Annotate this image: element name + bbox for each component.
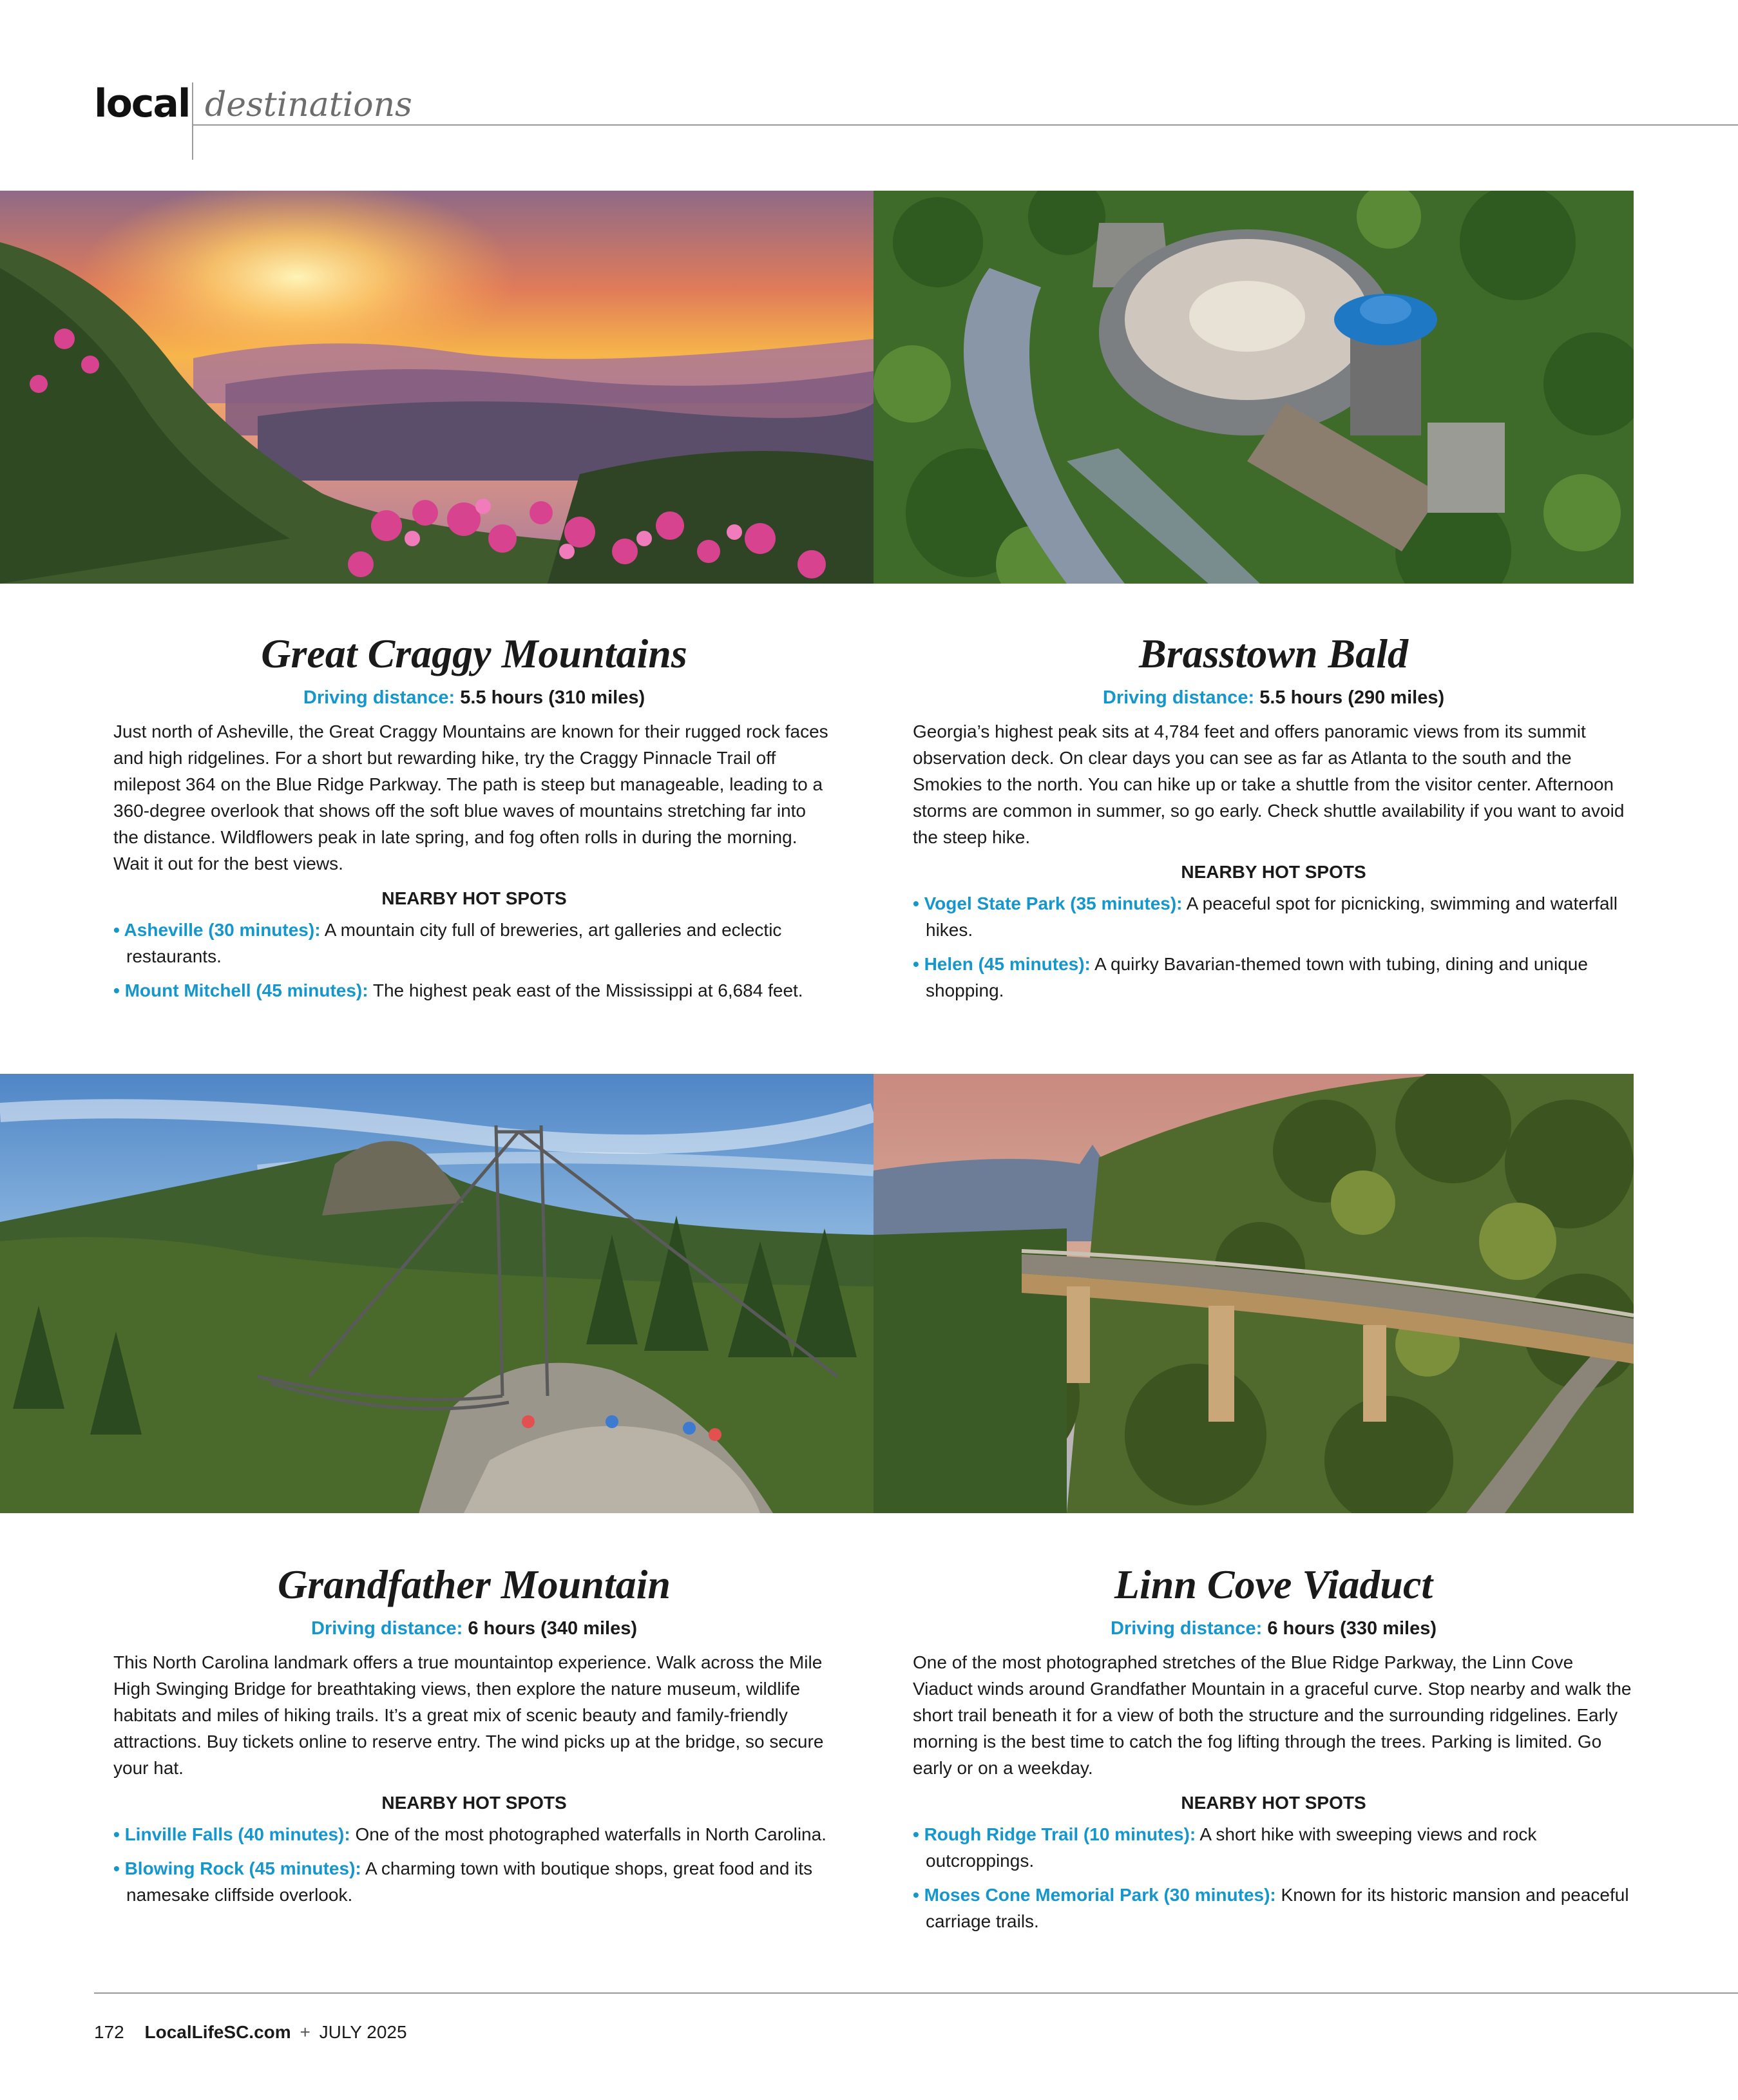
nearby-heading: NEARBY HOT SPOTS xyxy=(1181,862,1366,882)
article-title: Brasstown Bald xyxy=(1139,631,1408,676)
hot-spot-name: • Vogel State Park (35 minutes): xyxy=(913,893,1183,913)
hot-spot-item xyxy=(113,1855,835,1908)
hot-spot-name: • Linville Falls (40 minutes): xyxy=(113,1824,350,1844)
article-linn-cove-viaduct xyxy=(913,1559,1634,1942)
hot-spot-item xyxy=(113,977,835,1004)
hot-spot-desc: A quirky Bavarian-themed town with tubing, dining and unique shopping. xyxy=(926,954,1588,1000)
hot-spot-name: • Asheville (30 minutes): xyxy=(113,920,321,940)
driving-distance xyxy=(113,685,835,711)
footer-separator: + xyxy=(300,2022,310,2042)
driving-distance-label: Driving distance: xyxy=(303,687,455,708)
article-great-craggy xyxy=(113,628,835,1011)
driving-distance-value: 6 hours (330 miles) xyxy=(1267,1618,1437,1639)
page-number: 172 xyxy=(94,2022,124,2042)
hot-spot-desc: The highest peak east of the Mississippi at 6,684 feet. xyxy=(368,980,803,1000)
nearby-heading: NEARBY HOT SPOTS xyxy=(381,888,567,908)
driving-distance-value: 5.5 hours (290 miles) xyxy=(1259,687,1445,708)
photo-great-craggy xyxy=(0,191,874,584)
hot-spot-desc: A short hike with sweeping views and rock outcroppings. xyxy=(926,1824,1537,1871)
footer-site: LocalLifeSC.com xyxy=(144,2022,291,2042)
hot-spot-name: • Rough Ridge Trail (10 minutes): xyxy=(913,1824,1196,1844)
photo-linn-cove-viaduct xyxy=(874,1074,1634,1513)
hot-spot-desc: A mountain city full of breweries, art galleries and eclectic restaurants. xyxy=(126,920,782,966)
driving-distance-label: Driving distance: xyxy=(1102,687,1255,708)
article-grandfather-mountain xyxy=(113,1559,835,1916)
hot-spot-desc: A charming town with boutique shops, great food and its namesake cliffside overlook. xyxy=(126,1858,813,1905)
photo-brasstown-bald xyxy=(874,191,1634,584)
driving-distance-label: Driving distance: xyxy=(1110,1618,1263,1639)
header-rule xyxy=(193,124,1738,126)
photo-grandfather-mountain xyxy=(0,1074,874,1513)
article-title: Linn Cove Viaduct xyxy=(1114,1561,1433,1607)
article-title: Grandfather Mountain xyxy=(278,1561,671,1607)
article-title: Great Craggy Mountains xyxy=(261,631,687,676)
nearby-heading: NEARBY HOT SPOTS xyxy=(1181,1793,1366,1813)
hot-spot-item xyxy=(113,1821,835,1847)
driving-distance xyxy=(113,1616,835,1641)
driving-distance-value: 6 hours (340 miles) xyxy=(468,1618,638,1639)
hot-spot-desc: A peaceful spot for picnicking, swimming and waterfall hikes. xyxy=(926,893,1618,940)
driving-distance xyxy=(913,1616,1634,1641)
hot-spot-item xyxy=(913,890,1634,943)
hot-spot-name: • Moses Cone Memorial Park (30 minutes): xyxy=(913,1885,1276,1905)
magazine-logo: local xyxy=(94,81,190,126)
hot-spot-name: • Helen (45 minutes): xyxy=(913,954,1091,974)
driving-distance-value: 5.5 hours (310 miles) xyxy=(460,687,645,708)
hot-spot-item xyxy=(913,1882,1634,1934)
footer-issue: JULY 2025 xyxy=(319,2022,407,2042)
article-body: One of the most photographed stretches of the Blue Ridge Parkway, the Linn Cove Viaduct winds around Grandfather Mountain in a graceful curve. Stop nearby and walk the short trail beneath it for a view of both the structure and the surrounding ridgelines. Early morning is the best time to catch the fog lifting through the trees. Parking is limited. Go early or on a weekday. xyxy=(913,1652,1632,1778)
article-body: Georgia’s highest peak sits at 4,784 feet and offers panoramic views from its summit observation deck. On clear days you can see as far as Atlanta to the south and the Smokies to the north. You can hike up or take a shuttle from the visitor center. Afternoon storms are common in summer, so go early. Check shuttle availability if you want to avoid the steep hike. xyxy=(913,721,1625,847)
article-body: This North Carolina landmark offers a true mountaintop experience. Walk across the Mile High Swinging Bridge for breathtaking views, then explore the nature museum, wildlife habitats and miles of hiking trails. It’s a great mix of scenic beauty and family-friendly attractions. Buy tickets online to reserve entry. The wind picks up at the bridge, so secure your hat. xyxy=(113,1652,824,1778)
hot-spot-item xyxy=(913,1821,1634,1874)
hot-spot-desc: One of the most photographed waterfalls in North Carolina. xyxy=(350,1824,826,1844)
driving-distance-label: Driving distance: xyxy=(310,1618,463,1639)
hot-spot-name: • Mount Mitchell (45 minutes): xyxy=(113,980,368,1000)
driving-distance xyxy=(913,685,1634,711)
footer-rule xyxy=(94,1992,1738,1994)
section-title: destinations xyxy=(205,86,412,124)
hot-spot-desc: Known for its historic mansion and peaceful carriage trails. xyxy=(926,1885,1629,1931)
hot-spot-item xyxy=(913,951,1634,1004)
page-footer xyxy=(94,2019,407,2045)
nearby-heading: NEARBY HOT SPOTS xyxy=(381,1793,567,1813)
hot-spot-item xyxy=(113,917,835,969)
hot-spot-name: • Blowing Rock (45 minutes): xyxy=(113,1858,361,1878)
header-divider-vertical xyxy=(192,82,193,160)
article-brasstown-bald xyxy=(913,628,1634,1011)
article-body: Just north of Asheville, the Great Craggy Mountains are known for their rugged rock faces and high ridgelines. For a short but rewarding hike, try the Craggy Pinnacle Trail off milepost 364 on the Blue Ridge Parkway. The path is steep but manageable, leading to a 360-degree overlook that shows off the soft blue waves of mountains stretching far into the distance. Wildflowers peak in late spring, and fog often rolls in during the morning. Wait it out for the best views. xyxy=(113,721,828,873)
